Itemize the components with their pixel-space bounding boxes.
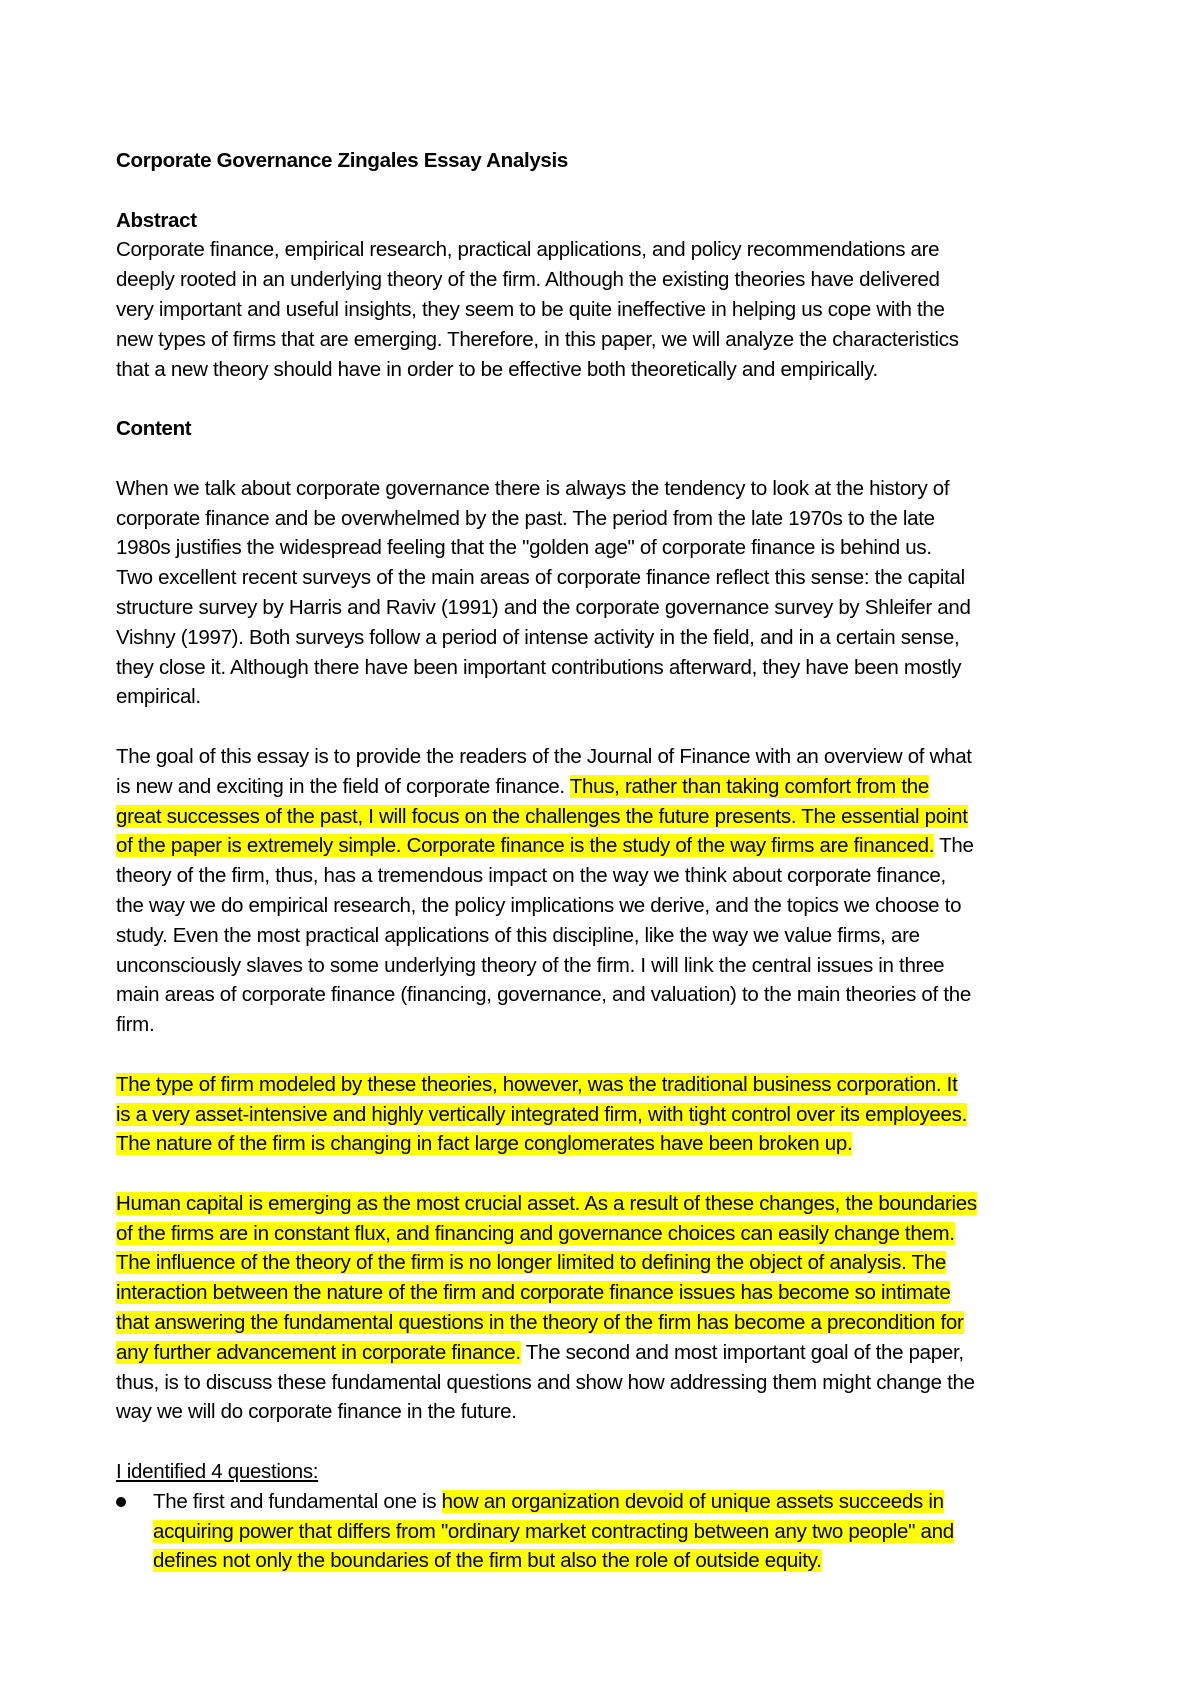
paragraph-4-line xyxy=(116,1308,1096,1338)
list-item-text: The first and fundamental one is xyxy=(153,1489,442,1513)
spacer xyxy=(116,1159,1096,1189)
paragraph-2-line xyxy=(116,831,1096,861)
paragraph-1-line: Two excellent recent surveys of the main areas of corporate finance reflect this sense: the capital xyxy=(116,566,965,590)
paragraph-2-line: The goal of this essay is to provide the readers of the Journal of Finance with an overview of what xyxy=(116,744,972,768)
spacer xyxy=(116,1040,1096,1070)
document-title: Corporate Governance Zingales Essay Analysis xyxy=(116,149,569,172)
highlighted-text: any further advancement in corporate finance. xyxy=(116,1340,521,1364)
spacer xyxy=(116,1427,1096,1457)
highlighted-text: of the firms are in constant flux, and financing and governance choices can easily change them. xyxy=(116,1221,955,1245)
paragraph-1-line: Vishny (1997). Both surveys follow a period of intense activity in the field, and in a certain sense, xyxy=(116,625,960,649)
highlighted-text: is a very asset-intensive and highly vertically integrated firm, with tight control over its employees. xyxy=(116,1102,967,1126)
abstract-line: deeply rooted in an underlying theory of the firm. Although the existing theories have delivered xyxy=(116,268,940,292)
paragraph-1-line: corporate finance and be overwhelmed by the past. The period from the late 1970s to the late xyxy=(116,506,935,530)
paragraph-2-line xyxy=(116,772,1096,802)
list-item-line xyxy=(153,1487,1096,1517)
paragraph-1-line: empirical. xyxy=(116,685,201,709)
paragraph-3-line xyxy=(116,1129,1096,1159)
paragraph-4-line xyxy=(116,1189,1096,1219)
highlighted-text: Human capital is emerging as the most crucial asset. As a result of these changes, the boundaries xyxy=(116,1191,977,1215)
paragraph-2-line: firm. xyxy=(116,1013,155,1037)
paragraph-2-line: main areas of corporate finance (financing, governance, and valuation) to the main theories of the xyxy=(116,983,971,1007)
abstract-line: that a new theory should have in order to be effective both theoretically and empirically. xyxy=(116,357,878,381)
paragraph-3-line xyxy=(116,1100,1096,1130)
paragraph-4-line xyxy=(116,1248,1096,1278)
highlighted-text: The influence of the theory of the firm is no longer limited to defining the object of analysis. The xyxy=(116,1251,946,1275)
highlighted-text: Thus, rather than taking comfort from the xyxy=(569,774,929,798)
paragraph-2-line: study. Even the most practical applications of this discipline, like the way we value firms, are xyxy=(116,923,920,947)
paragraph-1-line: 1980s justifies the widespread feeling that the "golden age" of corporate finance is behind us. xyxy=(116,536,932,560)
paragraph-1-line: they close it. Although there have been important contributions afterward, they have been mostly xyxy=(116,655,962,679)
spacer xyxy=(116,384,1096,414)
highlighted-text: of the paper is extremely simple. Corporate finance is the study of the way firms are financed. xyxy=(116,834,935,858)
paragraph-2-text: The xyxy=(934,834,974,858)
highlighted-text: how an organization devoid of unique assets succeeds in xyxy=(441,1489,944,1513)
list-item xyxy=(116,1487,1096,1576)
paragraph-4-line xyxy=(116,1338,1096,1368)
paragraph-2-text: is new and exciting in the field of corporate finance. xyxy=(116,774,570,798)
abstract-line: very important and useful insights, they seem to be quite ineffective in helping us cope with the xyxy=(116,297,945,321)
paragraph-2-line: unconsciously slaves to some underlying theory of the firm. I will link the central issues in three xyxy=(116,953,945,977)
spacer xyxy=(116,712,1096,742)
document-body xyxy=(116,146,1096,1576)
spacer xyxy=(116,444,1096,474)
paragraph-4-line xyxy=(116,1219,1096,1249)
paragraph-3-line xyxy=(116,1070,1096,1100)
highlighted-text: defines not only the boundaries of the firm but also the role of outside equity. xyxy=(153,1549,822,1573)
paragraph-4-line: thus, is to discuss these fundamental questions and show how addressing them might change the xyxy=(116,1370,975,1394)
highlighted-text: The nature of the firm is changing in fact large conglomerates have been broken up. xyxy=(116,1132,853,1156)
paragraph-2-line: the way we do empirical research, the policy implications we derive, and the topics we choose to xyxy=(116,893,962,917)
paragraph-4-text: The second and most important goal of the paper, xyxy=(520,1340,964,1364)
highlighted-text: acquiring power that differs from "ordinary market contracting between any two people" and xyxy=(153,1519,954,1543)
highlighted-text: great successes of the past, I will focus on the challenges the future presents. The essential point xyxy=(116,804,968,828)
highlighted-text: interaction between the nature of the firm and corporate finance issues has become so intimate xyxy=(116,1281,951,1305)
highlighted-text: The type of firm modeled by these theories, however, was the traditional business corporation. It xyxy=(116,1072,958,1096)
paragraph-4-line: way we will do corporate finance in the future. xyxy=(116,1400,517,1424)
paragraph-2-line: theory of the firm, thus, has a tremendous impact on the way we think about corporate finance, xyxy=(116,864,946,888)
paragraph-1-line: structure survey by Harris and Raviv (1991) and the corporate governance survey by Shleifer and xyxy=(116,595,971,619)
paragraph-2-line xyxy=(116,802,1096,832)
questions-heading: I identified 4 questions: xyxy=(116,1460,319,1484)
highlighted-text: that answering the fundamental questions in the theory of the firm has become a precondition for xyxy=(116,1311,964,1335)
list-item-line xyxy=(153,1546,1096,1576)
abstract-line: Corporate finance, empirical research, practical applications, and policy recommendations are xyxy=(116,238,940,262)
paragraph-1-line: When we talk about corporate governance there is always the tendency to look at the history of xyxy=(116,476,950,500)
paragraph-4-line xyxy=(116,1278,1096,1308)
abstract-line: new types of firms that are emerging. Therefore, in this paper, we will analyze the characteristics xyxy=(116,327,959,351)
content-heading: Content xyxy=(116,417,192,441)
list-item-line xyxy=(153,1517,1096,1547)
abstract-heading: Abstract xyxy=(116,208,197,232)
bullet-icon xyxy=(116,1497,126,1507)
spacer xyxy=(116,176,1096,206)
